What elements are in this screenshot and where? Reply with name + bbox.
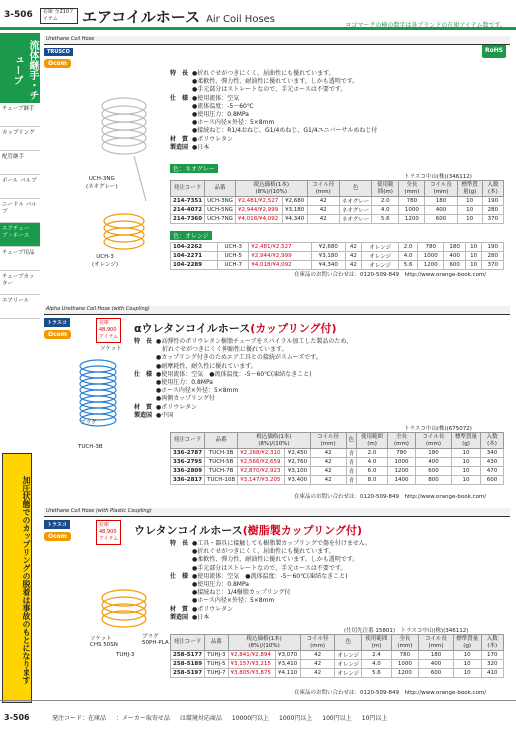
feature-line: 材 質 ●ポリウレタン xyxy=(170,605,233,613)
stock-badge: 在庫 48,900 アイテム xyxy=(96,520,121,545)
page-header xyxy=(0,0,516,30)
section-urethane-coil-plastic xyxy=(44,508,510,698)
inquiry-note: 在庫品のお問い合わせは：0120-509-849 http://www.orange-book.com/ xyxy=(294,690,487,696)
feature-line: ●接続ねじ：1/4樹脂カップリング付 xyxy=(192,589,291,597)
sidebar-item-coupling[interactable]: カップリング xyxy=(0,127,40,151)
socket-label: ソケット xyxy=(100,346,122,352)
rohs-badge: RoHS xyxy=(482,44,506,58)
section-bar: Urethane Coil Hose (with Plastic Coupling) xyxy=(44,508,510,517)
spec-table-neogray: 発注コード 品番 税込価格(1本) (8%)/(10%) コイル径(mm) 色 使用範囲(m) 全長(mm) コイル長(mm) 標準質量(g) 入数(本) 214-7351 UCH-3NG ¥2,481/¥2,527 ¥2,680 42 ネオグレー 2.0 780 180 10 190 214-4072 UCH-5NG ¥2,944/¥2,999 ¥3,180 42 ネオグレー 4.0 1000 400 10 280 214-7360 UCH-7NG ¥4,018/¥4,092 ¥4,340 42 ネオグレー 5.6 1200 600 10 370 xyxy=(170,180,504,224)
feature-line: ●ホース内径×外径：5×8mm xyxy=(156,387,239,395)
photo-label: TUHJ-3 xyxy=(116,652,135,658)
trusco-logo: トラスコ xyxy=(44,318,70,327)
section-bar: Urethane Coil Hose xyxy=(44,36,510,45)
feature-line: 仕 様 ●使用流体：空気 ●流体温度：-5～60℃(凍結なきこと) xyxy=(170,572,348,580)
category-sidebar xyxy=(0,33,40,693)
table-row: 214-7360 UCH-7NG ¥4,018/¥4,092 ¥4,340 42 ネオグレー 5.6 1200 600 10 370 xyxy=(171,215,504,224)
feature-line: 材 質 ●ポリウレタン xyxy=(134,403,197,411)
table-row: 336-2809 TUCH-7B ¥2,870/¥2,923 ¥3,100 42 青 6.0 1200 600 10 470 xyxy=(171,467,504,476)
table-supplier-note: トラスコ中山(株)(346112) xyxy=(404,174,472,180)
section-alpha-coil-hose xyxy=(44,306,510,506)
spec-table-orange xyxy=(170,242,504,270)
feature-line: ●接続ねじ：R1/4おねじ、G1/4めねじ、G1/4ユニバーサルめねじ付 xyxy=(192,127,378,135)
feature-line: ●ホース内径×外径：5×8mm xyxy=(192,597,275,605)
table-row: 336-2795 TUCH-5B ¥2,566/¥2,659 ¥2,760 42 青 4.0 1000 400 10 430 xyxy=(171,458,504,467)
color-label-neogray: 色：ネオグレー xyxy=(170,164,218,173)
feature-line: ●流体温度：-5～60℃ xyxy=(192,102,254,110)
table-row: 336-2817 TUCH-10B ¥3,147/¥3,205 ¥3,400 42 青 8.0 1400 800 10 600 xyxy=(171,476,504,485)
sidebar-item-tube-fitting[interactable]: チューブ継手 xyxy=(0,103,40,127)
sidebar-item-needle-valve[interactable]: ニードル バルブ xyxy=(0,199,40,223)
ocom-logo: Ocom xyxy=(44,330,71,339)
inquiry-note: 在庫品のお問い合わせは：0120-509-849 http://www.orange-book.com/ xyxy=(294,494,487,500)
ocom-logo: Ocom xyxy=(44,59,71,68)
sidebar-item-air-reel[interactable]: エアリール xyxy=(0,295,40,319)
feature-line: 材 質 ●ポリウレタン xyxy=(170,135,233,143)
spec-table-plastic: 発注コード 品番 税込価格(1本) (8%)/(10%) コイル径(mm) 色 使用範囲(m) 全長(mm) コイル長(mm) 標準質量(g) 入数(本) 258-5177 TUHJ-3 ¥2,841/¥2,894 ¥3,070 42 オレンジ 2.4 780 180 10 170 258-5189 TUHJ-5 ¥3,157/¥3,215 ¥3,410 42 オレンジ 4.0 1000 400 10 320 258-5197 TUHJ-7 ¥3,805/¥3,875 ¥4,110 42 オレンジ 5.6 1200 600 10 410 xyxy=(170,634,504,678)
table-supplier-note: (仕切先注番 15801) トラスコ中山(株)(346112) xyxy=(344,628,469,634)
feature-line: ●手元部分はストレートなので、手元ホースは不要です。 xyxy=(192,86,347,94)
features-list xyxy=(134,338,352,420)
table-row: 258-5189 TUHJ-5 ¥3,157/¥3,215 ¥3,410 42 オレンジ 4.0 1000 400 10 320 xyxy=(171,660,504,669)
sidebar-item-tube-supplies[interactable]: チューブ用品 xyxy=(0,247,40,271)
table-supplier-note: トラスコ中山(株)(675072) xyxy=(404,426,472,432)
sidebar-item-tube-cutter[interactable]: チューブカッター xyxy=(0,271,40,295)
page-title xyxy=(82,6,275,27)
alpha-coil-photo xyxy=(64,346,132,456)
plug-label: プラグ 50PH-PLA xyxy=(142,634,169,646)
page-number: 3-506 xyxy=(4,10,33,20)
feature-line: 製造国 ●日本 xyxy=(170,143,210,151)
sidebar-item-pipe-fitting[interactable]: 配管継手 xyxy=(0,151,40,175)
table-row: 104-2271 UCH-5 ¥2,944/¥2,999 ¥3,180 42 オレンジ 4.0 1000 400 10 280 xyxy=(171,252,504,261)
table-row: 258-5197 TUHJ-7 ¥3,805/¥3,875 ¥4,110 42 オレンジ 5.6 1200 600 10 410 xyxy=(171,669,504,678)
warning-banner: 加圧状態でのカップリングの脱着は事故のもとになります xyxy=(2,453,32,703)
coil-hose-photo xyxy=(84,76,164,266)
spec-table-alpha: 発注コード 品番 税込価格(1本) (8%)/(10%) コイル径(mm) 色 使用範囲(m) 全長(mm) コイル長(mm) 標準質量(g) 入数(本) 336-2787 TUCH-3B ¥2,268/¥2,310 ¥2,450 42 青 2.0 780 180 10 340 336-2795 TUCH-5B ¥2,566/¥2,659 ¥2,760 42 青 4.0 1000 400 10 430 336-2809 TUCH-7B ¥2,870/¥2,923 ¥3,100 42 青 6.0 1200 600 10 470 336-2817 TUCH-10B ¥3,147/¥3,205 ¥3,400 42 青 8.0 1400 800 10 600 xyxy=(170,432,504,485)
feature-line: ●カップリング付きのためエア工具との接続がスムーズです。 xyxy=(156,354,322,362)
page-title-en: Air Coil Hoses xyxy=(206,14,276,25)
table-row: 336-2787 TUCH-3B ¥2,268/¥2,310 ¥2,450 42 青 2.0 780 180 10 340 xyxy=(171,449,504,458)
feature-line: ●手元部分はストレートなので、手元ホースは不要です。 xyxy=(192,564,347,572)
page-title-jp: エアコイルホース xyxy=(82,8,201,26)
feature-line: 製造国 ●中国 xyxy=(134,411,174,419)
table-row: 214-7351 UCH-3NG ¥2,481/¥2,527 ¥2,680 42 ネオグレー 2.0 780 180 10 190 xyxy=(171,197,504,206)
feature-line: ●柔軟性、弾力性、耐油性に優れています。しかも透明です。 xyxy=(192,78,359,86)
section-bar: Alpha Urethane Coil Hose (with Coupling) xyxy=(44,306,510,315)
socket-label: ソケット CHS 50SN xyxy=(90,636,118,648)
sidebar-item-air-tube-hose[interactable]: エアチューブ・ホース xyxy=(0,223,40,247)
photo-label-orange: UCH-3 (オレンジ) xyxy=(92,254,119,268)
inquiry-note: 在庫品のお問い合わせは：0120-509-849 http://www.orange-book.com/ xyxy=(294,272,487,278)
feature-line: 製造国 ●日本 xyxy=(170,613,210,621)
features-list xyxy=(170,540,371,622)
footer-legend: 発注コード：在庫品 ：メーカー取寄せ品 は環境対応商品 10000円以上 1000円以上 100円以上 10円以上 xyxy=(52,715,388,722)
section-urethane-coil-hose xyxy=(44,36,510,306)
sidebar-heading: 流体継手・チューブ xyxy=(0,33,40,103)
table-row: 104-2262 UCH-3 ¥2,481/¥2,527 ¥2,680 42 オレンジ 2.0 780 180 10 190 xyxy=(171,243,504,252)
feature-line: ●使用圧力：0.8MPa xyxy=(156,379,213,387)
color-label-orange: 色：オレンジ xyxy=(170,231,212,240)
table-row: 258-5177 TUHJ-3 ¥2,841/¥2,894 ¥3,070 42 オレンジ 2.4 780 180 10 170 xyxy=(171,651,504,660)
feature-line: ●使用圧力：0.8MPa xyxy=(192,111,249,119)
feature-line: ●折れぐせがつきにくく、屈曲性にも優れています。 xyxy=(192,548,335,556)
plug-label: プラグ xyxy=(80,420,97,426)
feature-line: ●ホース内径×外径：5×8mm xyxy=(192,119,275,127)
photo-label: TUCH-3B xyxy=(78,444,103,450)
table-row: 214-4072 UCH-5NG ¥2,944/¥2,999 ¥3,180 42 ネオグレー 4.0 1000 400 10 280 xyxy=(171,206,504,215)
sidebar-item-ball-valve[interactable]: ボール バルブ xyxy=(0,175,40,199)
stock-badge: 在庫 48,900 アイテム xyxy=(96,318,121,343)
feature-line: ●柔軟性、弾力性、耐油性に優れています。しかも透明です。 xyxy=(192,556,359,564)
brand-block xyxy=(44,48,96,68)
feature-line: ●耐摩耗性、耐久性に優れています。 xyxy=(156,362,257,370)
footer-page-number: 3-506 xyxy=(4,713,30,722)
feature-line: 特 長 ●折れぐせがつきにくく、屈曲性にも優れています。 xyxy=(170,70,335,77)
trusco-logo: TRUSCO xyxy=(44,48,73,56)
product-title: αウレタンコイルホース(カップリング付) xyxy=(134,322,337,335)
product-title: ウレタンコイルホース(樹脂製カップリング付) xyxy=(134,524,362,537)
feature-line: 仕 様 ●使用流体：空気 xyxy=(170,94,240,102)
photo-label-ng: UCH-3NG (ネオグレー) xyxy=(86,176,118,190)
feature-line: 仕 様 ●使用流体：空気 ●流体温度：-5～60℃(凍結なきこと) xyxy=(134,370,312,378)
logo-note: ロゴマークの横の数字は各ブランドの在庫アイテム数です。 xyxy=(345,22,506,29)
feature-line: ●両側カップリング付 xyxy=(156,395,215,403)
feature-line: 折れぐせがつきにくく伸縮性に優れています。 xyxy=(156,346,288,354)
page-footer xyxy=(0,700,516,729)
table-row: 104-2289 UCH-7 ¥4,018/¥4,092 ¥4,340 42 オレンジ 5.6 1200 600 10 370 xyxy=(171,261,504,270)
brand-block xyxy=(44,318,96,339)
stock-count-box: 在庫 全210アイテム xyxy=(40,8,78,24)
feature-line: 特 長 ●工具・器具に接触しても樹脂製カップリングで傷を付けません。 xyxy=(170,540,372,547)
brand-block xyxy=(44,520,96,541)
feature-line: ●使用圧力：0.8MPa xyxy=(192,581,249,589)
feature-line: 特 長 ●高弾性のポリウレタン樹脂チューブをスパイラル加工した製品のため、 xyxy=(134,338,353,345)
trusco-logo: トラスコ xyxy=(44,520,70,529)
features-list xyxy=(170,70,377,152)
ocom-logo: Ocom xyxy=(44,532,71,541)
